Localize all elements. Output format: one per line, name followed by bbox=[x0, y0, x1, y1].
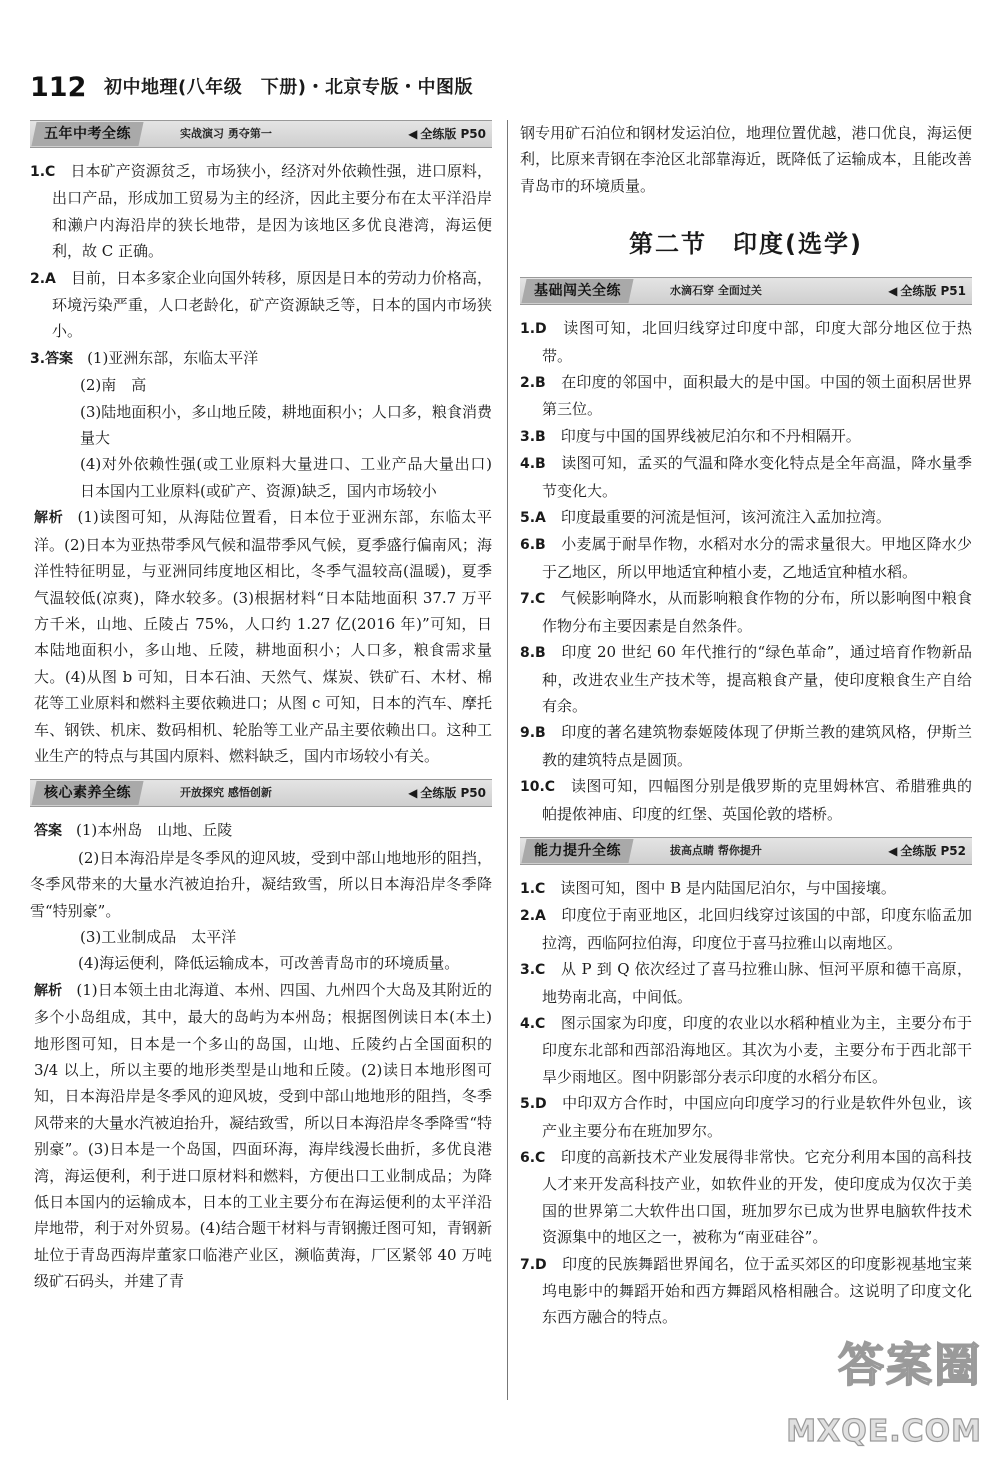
bar-reference bbox=[408, 780, 486, 806]
answer-item bbox=[520, 585, 972, 639]
question-number: 1.D bbox=[520, 321, 547, 338]
question-number: 2.A bbox=[520, 908, 546, 925]
watermark-logo bbox=[786, 1329, 982, 1449]
question-number: 7.D bbox=[520, 1256, 547, 1273]
section-bar-ability bbox=[520, 837, 972, 865]
answer-label: 答案 bbox=[45, 350, 74, 367]
section-bar-exam bbox=[30, 120, 492, 148]
page-header bbox=[30, 70, 970, 110]
bar-title: 能力提升全练 bbox=[534, 842, 621, 859]
question-number: 4.C bbox=[520, 1015, 546, 1032]
question-number: 2.B bbox=[520, 375, 546, 392]
answer-item bbox=[30, 265, 492, 345]
question-number: 2.A bbox=[30, 270, 56, 287]
book-title: 初中地理(八年级 下册)・北京专版・中图版 bbox=[104, 77, 473, 98]
right-column bbox=[520, 120, 972, 1331]
question-number: 5.D bbox=[520, 1096, 547, 1113]
question-number: 5.A bbox=[520, 510, 546, 527]
answer-item bbox=[520, 1251, 972, 1331]
answer-item bbox=[520, 1090, 972, 1144]
analysis-label: 解析 bbox=[34, 982, 63, 999]
bar-title: 基础闯关全练 bbox=[534, 283, 621, 300]
arrow-icon: ◀ bbox=[408, 786, 418, 801]
analysis-text: (1)日本领土由北海道、本州、四国、九州四个大岛及其附近的多个小岛组成，其中，最大的岛屿为本州岛；根据图例读日本(本土)地形图可知，日本是一个多山的岛国，山地、丘陵约占全国面积的 3/4 以上，所以主要的地形类型是山地和丘陵。(2)读日本地形图可知，日本海沿岸是冬季风的迎风坡，受到中部山地地形的阻挡，冬季风带来的大量水汽被迫抬升，凝结致雪，所以日本海沿岸冬季降雪“特别豪”。(3)日本是一个岛国，四面环海，海岸线漫长曲折，多优良港湾，海运便利，利于进口原材料和燃料，方便出口工业制成品；为降低日本国内的运输成本，日本的工业主要分布在海运便利的太平洋沿岸地带，利于对外贸易。(4)结合题干材料与青钢搬迁图可知，青钢新址位于青岛西海岸董家口临港产业区，濒临黄海，厂区紧邻 40 万吨级矿石码头，并建了青 bbox=[34, 980, 492, 1291]
answer-part: (1)亚洲东部，东临太平洋 bbox=[87, 348, 259, 367]
section-bar-core bbox=[30, 779, 492, 807]
answer-item bbox=[520, 956, 972, 1010]
answer-text: 读图可知，北回归线穿过印度中部，印度大部分地区位于热带。 bbox=[542, 319, 972, 365]
answer-item bbox=[520, 639, 972, 719]
answer-item bbox=[30, 345, 492, 372]
page-number: 112 bbox=[30, 72, 87, 103]
analysis-label: 解析 bbox=[34, 510, 64, 527]
answer-part: (1)本州岛 山地、丘陵 bbox=[76, 821, 233, 840]
answer-part: (3)工业制成品 太平洋 bbox=[80, 927, 237, 946]
answer-item bbox=[520, 450, 972, 504]
question-number: 10.C bbox=[520, 779, 556, 796]
bar-title: 五年中考全练 bbox=[44, 126, 131, 142]
answer-item bbox=[520, 504, 972, 531]
bar-subtitle: 开放探究 感悟创新 bbox=[180, 786, 272, 800]
answer-text: 中印双方合作时，中国应向印度学习的行业是软件外包业，该产业主要分布在班加罗尔。 bbox=[542, 1094, 972, 1140]
answer-text: 印度最重要的河流是恒河，该河流注入孟加拉湾。 bbox=[560, 508, 891, 527]
bar-subtitle: 实战演习 勇夺第一 bbox=[180, 127, 272, 140]
bar-reference bbox=[888, 838, 966, 864]
watermark-bottom: MXQE.COM bbox=[786, 1414, 982, 1449]
bar-reference bbox=[408, 121, 486, 147]
bar-subtitle: 水滴石穿 全面过关 bbox=[670, 284, 762, 298]
answer-part: (2)日本海沿岸是冬季风的迎风坡，受到中部山地地形的阻挡，冬季风带来的大量水汽被迫抬升，凝结致雪，所以日本海沿岸冬季降雪“特别豪”。 bbox=[30, 848, 492, 920]
answer-text: 印度的高新技术产业发展得非常快。它充分利用本国的高科技人才来开发高科技产业，如软件业的开发，使印度成为仅次于美国的世界第二大软件出口国，班加罗尔已成为世界电脑软件技术资源集中的地区之一，被称为“南亚硅谷”。 bbox=[542, 1148, 972, 1247]
question-number: 3.C bbox=[520, 962, 546, 979]
bar-title: 核心素养全练 bbox=[44, 785, 131, 802]
answer-item bbox=[520, 423, 972, 450]
analysis bbox=[30, 977, 492, 1295]
answer-text: 小麦属于耐旱作物，水稻对水分的需求量很大。甲地区降水少于乙地区，所以甲地适宜种植小麦，乙地适宜种植水稻。 bbox=[542, 535, 972, 581]
answer-text: 日本矿产资源贫乏，市场狭小，经济对外依赖性强，进口原料，出口产品，形成加工贸易为主的经济，因此主要分布在太平洋沿岸和濑户内海沿岸的狭长地带，是因为该地区多优良港湾，海运便利，故 C 正确。 bbox=[52, 162, 492, 261]
analysis bbox=[30, 504, 492, 769]
question-number: 4.B bbox=[520, 456, 546, 473]
bar-subtitle: 拔高点睛 帮你提升 bbox=[670, 843, 762, 857]
bar-reference-text: 全练版 P50 bbox=[420, 786, 486, 801]
question-number: 1.C bbox=[30, 164, 56, 180]
question-number: 1.C bbox=[520, 880, 546, 897]
question-number: 6.B bbox=[520, 537, 546, 554]
analysis-text: (1)读图可知，从海陆位置看，日本位于亚洲东部，东临太平洋。(2)日本为亚热带季风气候和温带季风气候，夏季盛行偏南风；海洋性特征明显，与亚洲同纬度地区相比，冬季气温较高(温暖)，夏季气温较低(凉爽)，降水较多。(3)根据材料“日本陆地面积 37.7 万平方千米，山地、丘陵占 75%，人口约 1.27 亿(2016 年)”可知，日本陆地面积小，多山地、丘陵，耕地面积小；人口多，粮食需求量大。(4)从图 b 可知，日本石油、天然气、煤炭、铁矿石、木材、棉花等工业原料和燃料主要依赖进口；从图 c 可知，日本的汽车、摩托车、钢铁、机床、数码相机、轮胎等工业产品主要依赖出口。这种工业生产的特点与其国内原料、燃料缺乏，国内市场较小有关。 bbox=[34, 508, 492, 765]
bar-reference-text: 全练版 P51 bbox=[900, 284, 966, 299]
answer-label: 答案 bbox=[34, 823, 62, 840]
answer-part: (3)陆地面积小，多山地丘陵，耕地面积小；人口多，粮食消费量大 bbox=[80, 402, 492, 448]
question-number: 8.B bbox=[520, 645, 546, 662]
answer-text: 从 P 到 Q 依次经过了喜马拉雅山脉、恒河平原和德干高原，地势南北高，中间低。 bbox=[542, 960, 972, 1006]
answer-item bbox=[520, 1144, 972, 1251]
answer-item bbox=[520, 369, 972, 423]
answer-text: 印度位于南亚地区，北回归线穿过该国的中部，印度东临孟加拉湾，西临阿拉伯海，印度位于喜马拉雅山以南地区。 bbox=[542, 906, 972, 952]
answer-item bbox=[520, 773, 972, 827]
question-number: 3.B bbox=[520, 428, 546, 445]
arrow-icon: ◀ bbox=[888, 843, 898, 858]
bar-reference-text: 全练版 P52 bbox=[900, 843, 966, 858]
answer-text: 读图可知，孟买的气温和降水变化特点是全年高温，降水量季节变化大。 bbox=[542, 454, 972, 500]
answer-item bbox=[520, 875, 972, 902]
bar-reference bbox=[888, 278, 966, 304]
basic-answers bbox=[520, 315, 972, 827]
answer-item bbox=[520, 531, 972, 585]
arrow-icon: ◀ bbox=[888, 284, 898, 299]
answer-text: 图示国家为印度，印度的农业以水稻种植业为主，主要分布于印度东北部和西部沿海地区。其次为小麦，主要分布于西北部干旱少雨地区。图中阴影部分表示印度的水稻分布区。 bbox=[542, 1013, 972, 1086]
arrow-icon: ◀ bbox=[408, 127, 418, 141]
answer-text: 印度的民族舞蹈世界闻名，位于孟买郊区的印度影视基地宝莱坞电影中的舞蹈开始和西方舞蹈风格相融合。这说明了印度文化东西方融合的特点。 bbox=[542, 1254, 972, 1327]
section-bar-basic bbox=[520, 277, 972, 305]
answer-item bbox=[520, 315, 972, 369]
answer-item bbox=[520, 719, 972, 773]
bar-reference-text: 全练版 P50 bbox=[420, 127, 486, 141]
answer-item bbox=[30, 158, 492, 265]
answer-part: (2)南 高 bbox=[80, 376, 147, 395]
left-column bbox=[30, 120, 508, 1295]
answer-text: 印度 20 世纪 60 年代推行的“绿色革命”，通过培育作物新品种，改进农业生产技术等，提高粮食产量，使印度粮食生产自给有余。 bbox=[542, 643, 972, 715]
answer-text: 目前，日本多家企业向国外转移，原因是日本的劳动力价格高，环境污染严重，人口老龄化，矿产资源缺乏等，日本的国内市场狭小。 bbox=[52, 268, 492, 341]
question-number: 7.C bbox=[520, 591, 546, 608]
section-heading: 第二节 印度(选学) bbox=[629, 230, 863, 259]
question-number: 3. bbox=[30, 350, 46, 367]
answer-text: 印度的著名建筑物泰姬陵体现了伊斯兰教的建筑风格，伊斯兰教的建筑特点是圆顶。 bbox=[542, 723, 972, 769]
watermark-top: 答案圈 bbox=[838, 1338, 982, 1392]
continued-text: 钢专用矿石泊位和钢材发运泊位，地理位置优越，港口优良，海运便利，比原来青钢在李沧区北部靠海近，既降低了运输成本，且能改善青岛市的环境质量。 bbox=[520, 124, 972, 195]
answer-item bbox=[520, 902, 972, 956]
answer-text: 在印度的邻国中，面积最大的是中国。中国的领土面积居世界第三位。 bbox=[542, 373, 972, 419]
answer-item bbox=[30, 817, 492, 844]
ability-answers bbox=[520, 875, 972, 1331]
answer-text: 印度与中国的国界线被尼泊尔和不丹相隔开。 bbox=[560, 426, 861, 445]
answer-part: (4)对外依赖性强(或工业原料大量进口、工业产品大量出口) 日本国内工业原料(或矿产、资源)缺乏，国内市场较小 bbox=[80, 455, 508, 500]
question-number: 6.C bbox=[520, 1150, 546, 1166]
column-divider bbox=[507, 120, 508, 1400]
answer-text: 读图可知，图中 B 是内陆国尼泊尔，与中国接壤。 bbox=[560, 878, 896, 897]
answer-text: 气候影响降水，从而影响粮食作物的分布，所以影响图中粮食作物分布主要因素是自然条件。 bbox=[542, 589, 972, 635]
answer-part: (4)海运便利，降低运输成本，可改善青岛市的环境质量。 bbox=[78, 954, 460, 973]
question-number: 9.B bbox=[520, 725, 546, 742]
answer-text: 读图可知，四幅图分别是俄罗斯的克里姆林宫、希腊雅典的帕提侬神庙、印度的红堡、英国伦敦的塔桥。 bbox=[542, 777, 972, 823]
answer-item bbox=[520, 1010, 972, 1090]
